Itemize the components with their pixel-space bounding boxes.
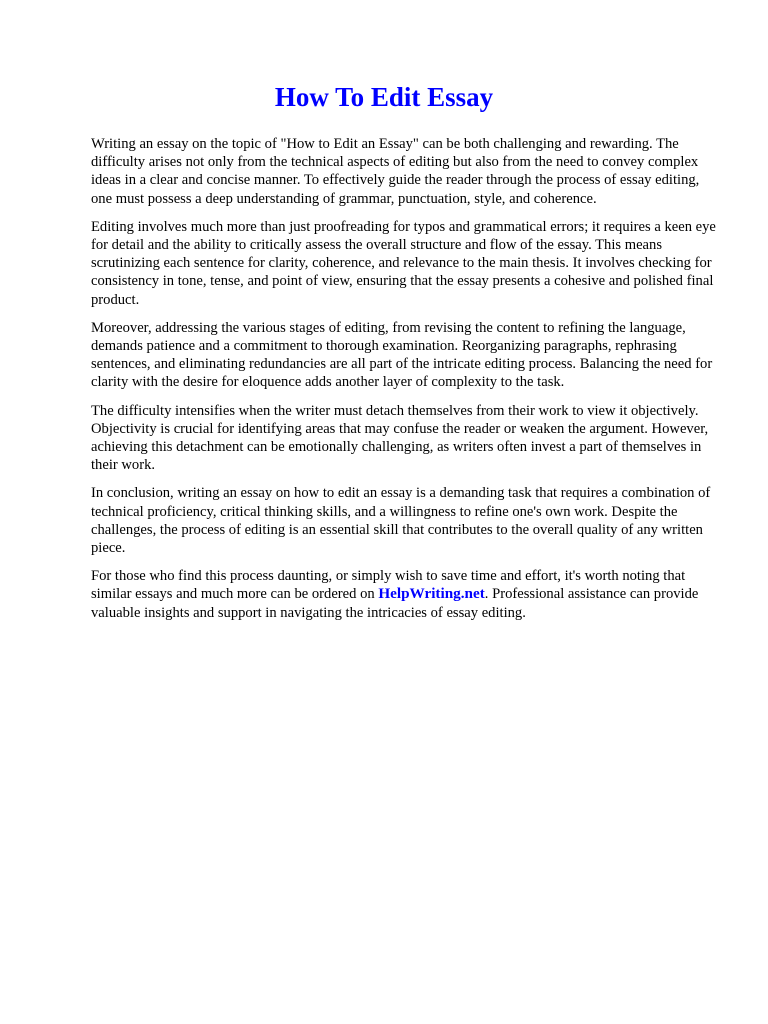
paragraph-final	[91, 567, 720, 622]
paragraph-conclusion: In conclusion, writing an essay on how to edit an essay is a demanding task that requires a combination of technical proficiency, critical thinking skills, and a willingness to refine one's own work. Despite the challenges, the process of editing is an essential skill that contributes to the overall quality of any written piece.	[91, 485, 711, 557]
helpwriting-link[interactable]: HelpWriting.net	[378, 585, 485, 603]
document-title: How To Edit Essay	[274, 82, 494, 112]
paragraph-intro: Writing an essay on the topic of "How to Edit an Essay" can be both challenging and rewarding. The difficulty arises not only from the technical aspects of editing but also from the need to convey complex ideas in a clear and concise manner. To effectively guide the reader through the process of essay editing, one must possess a deep understanding of grammar, punctuation, style, and coherence.	[91, 136, 700, 207]
paragraph-editing-involves: Editing involves much more than just proofreading for typos and grammatical errors; it requires a keen eye for detail and the ability to critically assess the overall structure and flow of the essay. This means scrutinizing each sentence for clarity, coherence, and relevance to the main thesis. It involves checking for consistency in tone, tense, and point of view, ensuring that the essay presents a cohesive and polished final product.	[91, 218, 716, 308]
paragraph-stages: Moreover, addressing the various stages of editing, from revising the content to refining the language, demands patience and a commitment to thorough examination. Reorganizing paragraphs, rephrasing sentences, and eliminating redundancies are all part of the intricate editing process. Balancing the need for clarity with the desire for eloquence adds another layer of complexity to the task.	[91, 319, 713, 391]
final-text-after-link: . Professional assistance can provide valuable insights and support in navigating the intricacies of essay editing.	[91, 586, 699, 621]
paragraph-difficulty: The difficulty intensifies when the writer must detach themselves from their work to view it objectively. Objectivity is crucial for identifying areas that may confuse the reader or weaken the argument. However, achieving this detachment can be emotionally challenging, as writers often invest a part of themselves in their work.	[91, 402, 709, 474]
final-text-before-link: For those who find this process daunting, or simply wish to save time and effort, it's worth noting that similar essays and much more can be ordered on	[91, 568, 686, 603]
